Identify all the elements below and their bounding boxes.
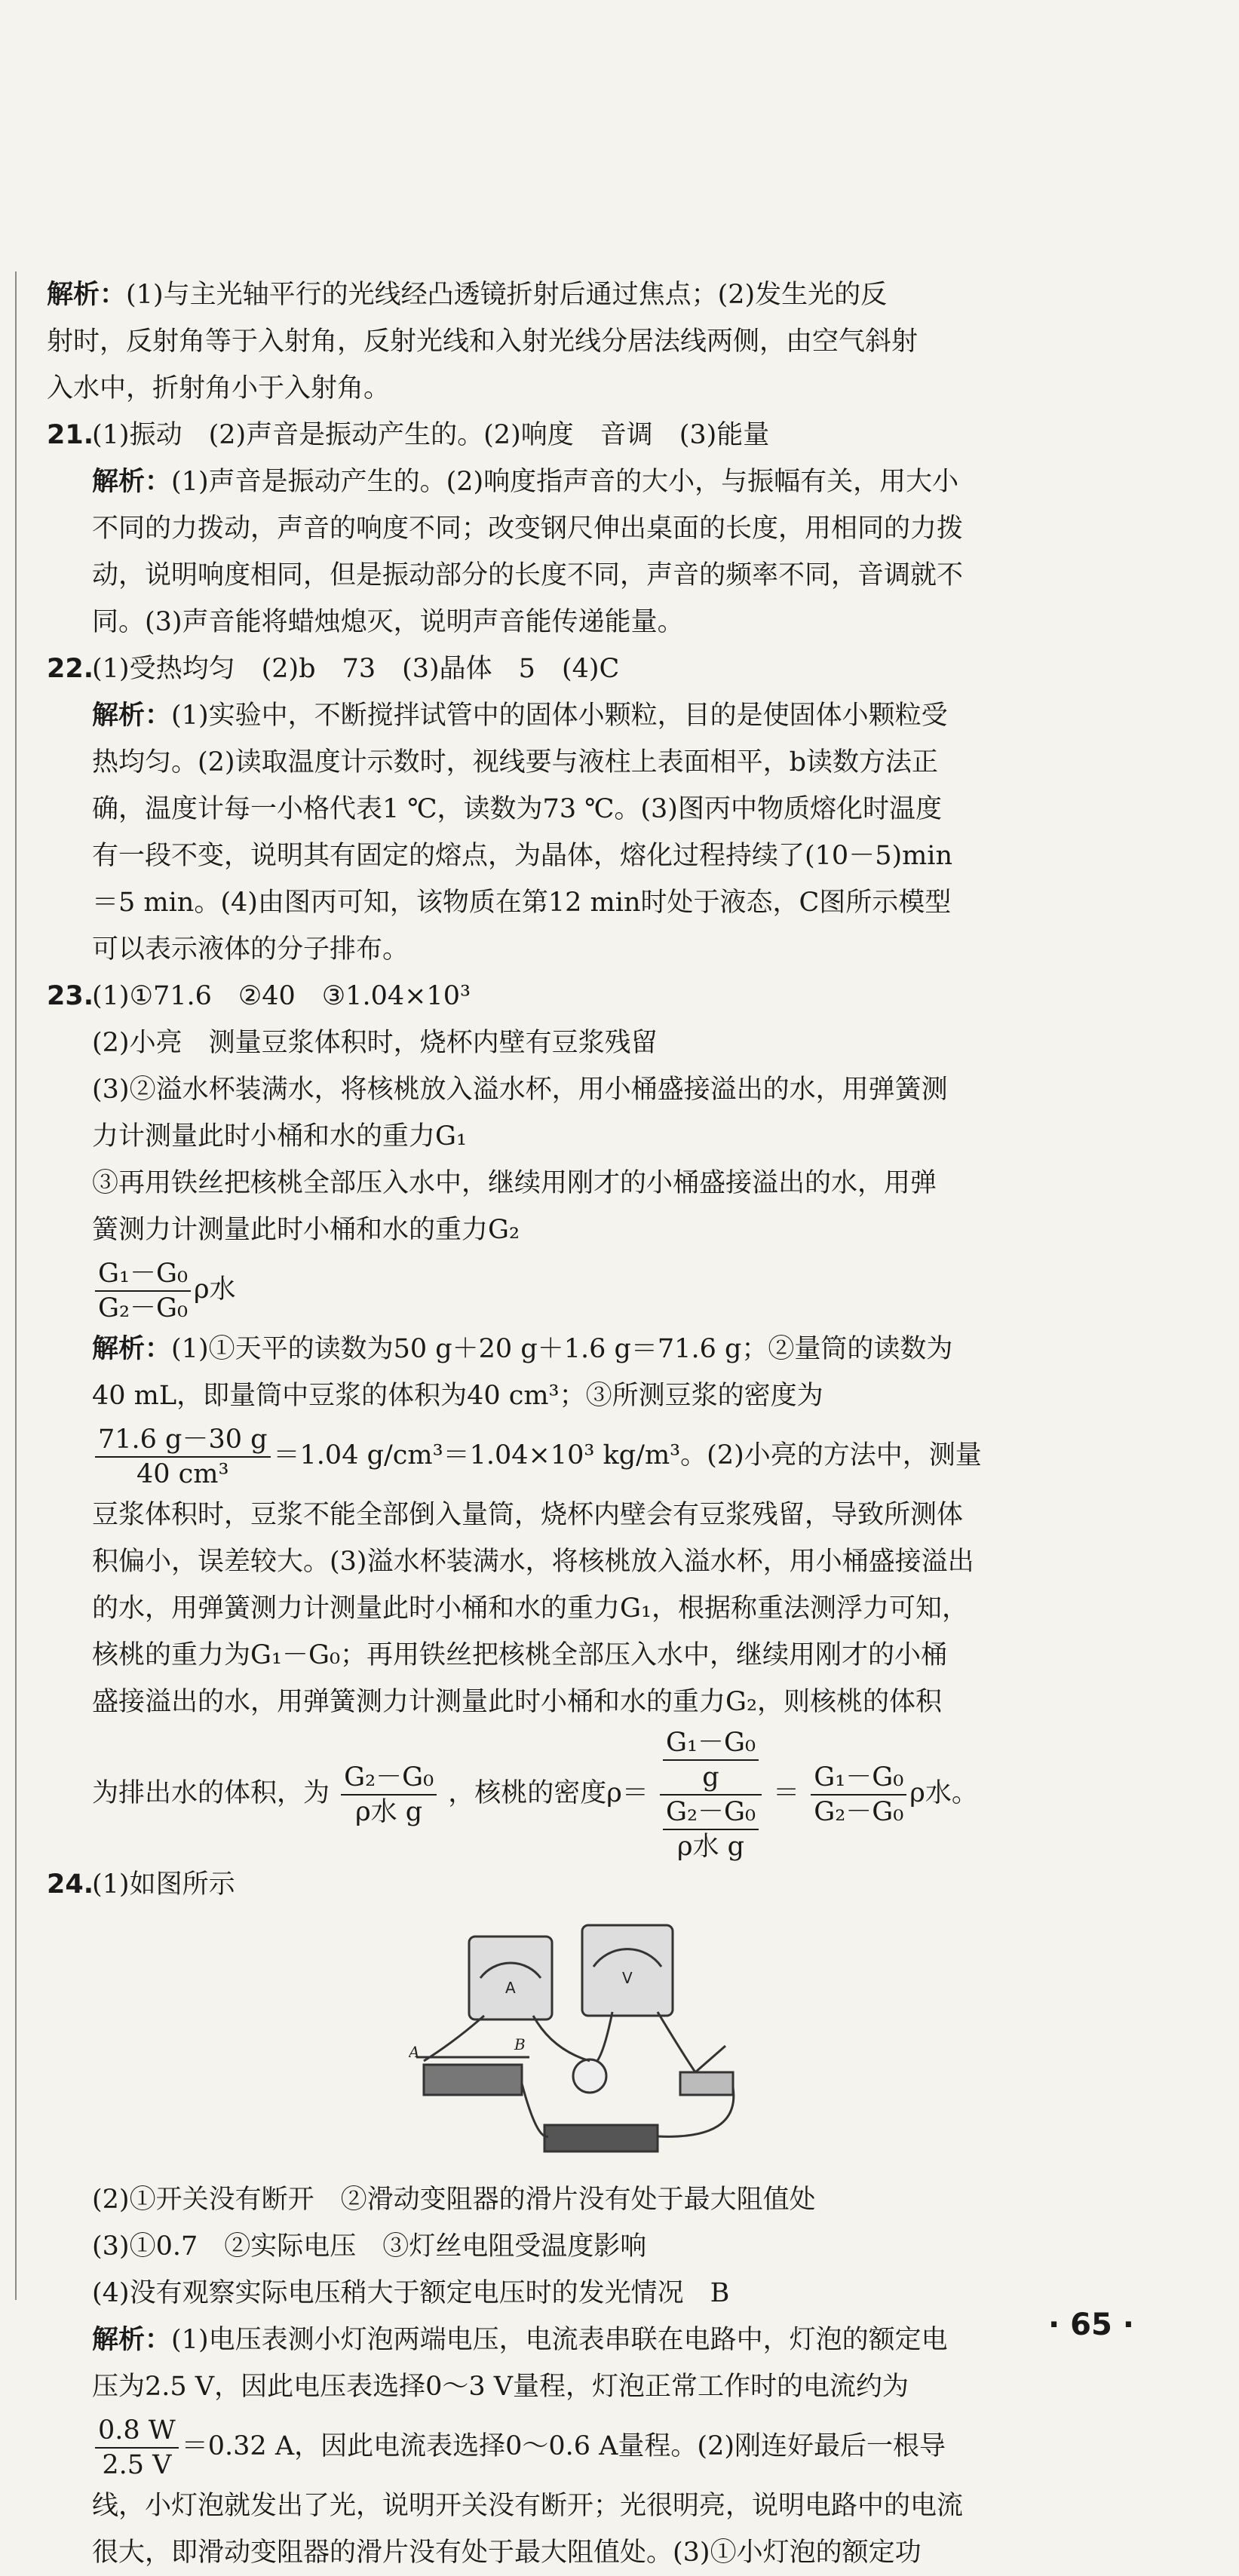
text-line: (4)没有观察实际电压稍大于额定电压时的发光情况 B <box>92 2278 730 2308</box>
answer-content <box>47 271 1133 2576</box>
question-number: 23. <box>47 981 94 1011</box>
point-a-label: A <box>409 2043 420 2061</box>
answer-text: (1)振动 (2)声音是振动产生的。(2)响度 音调 (3)能量 <box>92 420 770 450</box>
text-line: 解析：(1)与主光轴平行的光线经凸透镜折射后通过焦点；(2)发生光的反 <box>47 280 888 310</box>
text-line: ③再用铁丝把核桃全部压入水中，继续用刚才的小桶盛接溢出的水，用弹 <box>92 1168 937 1198</box>
question-number: 24. <box>47 1869 94 1900</box>
text-line: 同。(3)声音能将蜡烛熄灭，说明声音能传递能量。 <box>92 607 684 637</box>
formula-line: $\frac{71.6 g-30 g}{\text{40 cm³}}$ ＝1.04 g/cm³＝1.04×10³ kg/m³。(2)小亮的方法中，测量 <box>47 1419 1133 1492</box>
text-line: 盛接溢出的水，用弹簧测力计测量此时小桶和水的重力G₂，则核桃的体积 <box>92 1687 942 1717</box>
answer-text: (1)受热均匀 (2)b 73 (3)晶体 5 (4)C <box>92 654 620 684</box>
text-line: 解析：(1)声音是振动产生的。(2)响度指声音的大小，与振幅有关，用大小 <box>92 467 959 497</box>
fraction: $\frac{\text{G₂－G₀}}{\text{ρ水 g}}$ <box>341 1761 437 1829</box>
switch-icon <box>680 2072 733 2095</box>
formula-line: 为排出水的体积，为 $\frac{\text{G₂－G₀}}{\text{ρ水 g}}$ ，核桃的密度ρ＝ $\frac{\frac{\text{G₁－G₀}}{g}}{\frac{\text{G₂－G₀}}{\text{ρ水 g}}}$ ＝ $\frac{\text{G₁－G₀}}{\text{G₂－G₀}}$ ρ水。 <box>92 1727 978 1862</box>
answer-text: (1)如图所示 <box>92 1869 235 1900</box>
text-line: 的水，用弹簧测力计测量此时小桶和水的重力G₁，根据称重法测浮力可知， <box>92 1593 968 1624</box>
question-22 <box>47 646 1133 692</box>
compound-fraction: $\frac{\frac{\text{G₁－G₀}}{g}}{\frac{\text{G₂－G₀}}{\text{ρ水 g}}}$ <box>660 1726 762 1863</box>
fraction: $\frac{\text{G₁－G₀}}{\text{G₂－G₀}}$ <box>95 1257 191 1325</box>
text-line: 核桃的重力为G₁－G₀；再用铁丝把核桃全部压入水中，继续用刚才的小桶 <box>92 1640 947 1670</box>
text-line: 解析：(1)实验中，不断搅拌试管中的固体小颗粒，目的是使固体小颗粒受 <box>92 701 948 731</box>
question-number: 21. <box>47 420 94 450</box>
battery-icon <box>544 2125 658 2151</box>
text-line: (3)①0.7 ②实际电压 ③灯丝电阻受温度影响 <box>92 2231 647 2262</box>
text-line: (2)①开关没有断开 ②滑动变阻器的滑片没有处于最大阻值处 <box>92 2185 816 2215</box>
text-line: 解析：(1)电压表测小灯泡两端电压，电流表串联在电路中，灯泡的额定电 <box>92 2325 948 2355</box>
rheostat-icon <box>424 2065 522 2095</box>
text-line: 可以表示液体的分子排布。 <box>92 934 409 964</box>
text-line: 簧测力计测量此时小桶和水的重力G₂ <box>92 1215 520 1245</box>
text-line: 有一段不变，说明其有固定的熔点，为晶体，熔化过程持续了(10－5)min <box>92 841 953 871</box>
analysis-label: 解析： <box>92 467 172 497</box>
text-line: 解析：(1)①天平的读数为50 g＋20 g＋1.6 g＝71.6 g；②量筒的读数为 <box>92 1334 953 1364</box>
text-line: 入水中，折射角小于入射角。 <box>47 373 391 403</box>
text-line: (3)②溢水杯装满水，将核桃放入溢水杯，用小桶盛接溢出的水，用弹簧测 <box>92 1075 948 1105</box>
answer-text: (1)①71.6 ②40 ③1.04×10³ <box>92 981 471 1011</box>
text-line: 射时，反射角等于入射角，反射光线和入射光线分居法线两侧，由空气斜射 <box>47 327 919 357</box>
ammeter-label: A <box>505 1979 516 1997</box>
text-line: 豆浆体积时，豆浆不能全部倒入量筒，烧杯内壁会有豆浆残留，导致所测体 <box>92 1500 964 1530</box>
fraction: $\frac{\text{G₁－G₀}}{\text{G₂－G₀}}$ <box>811 1761 906 1829</box>
question-21 <box>47 412 1133 458</box>
voltmeter-label: V <box>622 1969 633 1987</box>
analysis-label: 解析： <box>47 280 127 310</box>
page-number: · 65 · <box>1048 2308 1134 2342</box>
analysis-label: 解析： <box>92 701 172 731</box>
text-line: 40 mL，即量筒中豆浆的体积为40 cm³；③所测豆浆的密度为 <box>92 1381 823 1411</box>
formula-line: $\frac{\text{G₁－G₀}}{\text{G₂－G₀}}$ ρ水 <box>47 1253 1133 1326</box>
analysis-label: 解析： <box>92 1334 172 1364</box>
question-23 <box>47 973 1133 1020</box>
question-24 <box>47 1861 1133 1908</box>
text-line: 积偏小，误差较大。(3)溢水杯装满水，将核桃放入溢水杯，用小桶盛接溢出 <box>92 1547 974 1577</box>
text-line: 很大，即滑动变阻器的滑片没有处于最大阻值处。(3)①小灯泡的额定功 <box>92 2538 922 2568</box>
left-rule <box>15 271 17 2300</box>
formula-line: $\frac{0.8 W}{2.5 V}$ ＝0.32 A，因此电流表选择0～0.6 A量程。(2)刚连好最后一根导 <box>47 2410 1133 2482</box>
text-line: 不同的力拨动，声音的响度不同；改变钢尺伸出桌面的长度，用相同的力拨 <box>92 514 964 544</box>
text-line: 线，小灯泡就发出了光，说明开关没有断开；光很明亮，说明电路中的电流 <box>92 2491 964 2521</box>
text-line: 确，温度计每一小格代表1 ℃，读数为73 ℃。(3)图丙中物质熔化时温度 <box>92 794 942 824</box>
text-line: 动，说明响度相同，但是振动部分的长度不同，声音的频率不同，音调就不 <box>92 560 964 590</box>
text-line: (2)小亮 测量豆浆体积时，烧杯内壁有豆浆残留 <box>92 1028 658 1058</box>
circuit-diagram <box>409 1921 771 2163</box>
text-line: ＝5 min。(4)由图丙可知，该物质在第12 min时处于液态，C图所示模型 <box>92 888 952 918</box>
text-line: 力计测量此时小桶和水的重力G₁ <box>92 1121 467 1152</box>
text-line: 压为2.5 V，因此电压表选择0～3 V量程，灯泡正常工作时的电流约为 <box>92 2372 909 2402</box>
bulb-icon <box>573 2059 606 2093</box>
point-b-label: B <box>514 2035 526 2053</box>
fraction: $\frac{71.6 g-30 g}{\text{40 cm³}}$ <box>95 1423 271 1491</box>
fraction: $\frac{0.8 W}{2.5 V}$ <box>95 2414 179 2482</box>
text-line: 热均匀。(2)读取温度计示数时，视线要与液柱上表面相平，b读数方法正 <box>92 747 938 777</box>
question-number: 22. <box>47 654 94 684</box>
analysis-label: 解析： <box>92 2325 172 2355</box>
